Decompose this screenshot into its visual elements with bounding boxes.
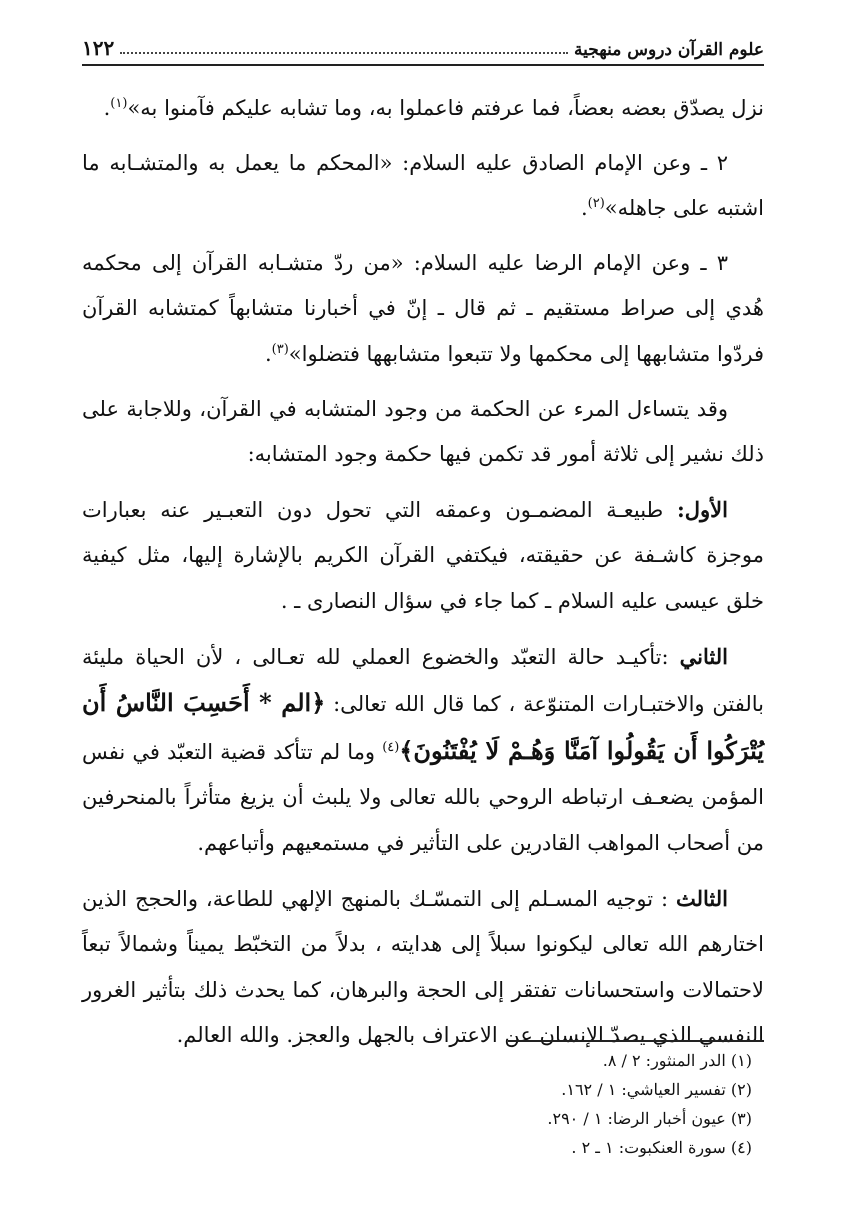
footnote-2: (٢) تفسير العياشي: ١ / ١٦٢. <box>561 1080 752 1099</box>
footnote-3: (٣) عيون أخبار الرضا: ١ / ٢٩٠. <box>547 1109 752 1128</box>
footnote-ref-1: (١) <box>110 96 128 111</box>
paragraph-1 <box>82 86 764 132</box>
header-dotted-leader <box>120 52 568 54</box>
body-text <box>82 86 764 1068</box>
footnote-4: (٤) سورة العنكبوت: ١ ـ ٢ . <box>571 1138 752 1157</box>
paragraph-6-text-b: وما لم تتأكد قضية التعبّد في نفس المؤمن يضعـف ارتباطه الروحي بالله تعالى ولا يلبث أن يزيغ متأثراً بالمنحرفين من أصحاب المواهب القادرين على التأثير في مستمعيهم وأتباعهم. <box>82 739 764 855</box>
point-two-label: الثاني <box>679 643 728 669</box>
book-title: علوم القرآن دروس منهجية <box>574 40 764 60</box>
paragraph-6 <box>82 634 764 867</box>
paragraph-4-text: وقد يتساءل المرء عن الحكمة من وجود المتشابه في القرآن، وللاجابة على ذلك نشير إلى ثلاثة أمور قد تكمن فيها حكمة وجود المتشابه: <box>82 396 764 467</box>
paragraph-2 <box>82 141 764 232</box>
paragraph-4 <box>82 387 764 478</box>
paragraph-2-end: . <box>580 196 588 221</box>
point-three-label: الثالث <box>676 885 728 911</box>
paragraph-5-text: طبيعـة المضمـون وعمقه التي تحول دون التعبـير عنه بعبارات موجزة كاشـفة عن حقيقته، فيكتفي القرآن الكريم بالإشارة إليها، مثل كيفية خلق عيسى عليه السلام ـ كما جاء في سؤال النصارى ـ . <box>82 497 764 613</box>
footnotes <box>300 1046 752 1162</box>
paragraph-7 <box>82 876 764 1059</box>
paragraph-3-end: . <box>264 341 272 366</box>
page-header <box>82 30 764 66</box>
paragraph-3 <box>82 241 764 378</box>
point-one-label: الأول: <box>677 496 728 522</box>
paragraph-6-text-a: :تأكيـد حالة التعبّد والخضوع العملي لله تعـالى ، لأن الحياة مليئة بالفتن والاختبـارات المتنوّعة ، كما قال الله تعالى: <box>82 644 764 717</box>
paragraph-3-text: ٣ ـ وعن الإمام الرضا عليه السلام: «من ردّ متشـابه القرآن إلى محكمه هُدي إلى صراط مستقيم ـ ثم قال ـ إنّ في أخبارنا متشابهاً كمتشابه القرآن فردّوا متشابهها إلى محكمها ولا تتبعوا متشابهها فتضلوا» <box>82 250 764 366</box>
footnote-ref-2: (٢) <box>587 196 605 212</box>
paragraph-5 <box>82 487 764 625</box>
paragraph-1-text: نزل يصدّق بعضه بعضاً، فما عرفتم فاعملوا به، وما تشابه عليكم فآمنوا به» <box>127 96 764 120</box>
footnote-ref-3: (٣) <box>271 341 289 357</box>
footnote-1: (١) الدر المنثور: ٢ / ٨. <box>602 1051 752 1070</box>
footnote-ref-4: (٤) <box>382 739 400 755</box>
quran-verse: ﴿الم * أَحَسِبَ النَّاسُ أَن يُتْرَكُوا أَن يَقُولُوا آمَنَّا وَهُـمْ لَا يُفْتَنُونَ﴾ <box>82 688 764 765</box>
footnote-divider <box>508 1040 764 1042</box>
page-number: ١٢٢ <box>82 36 115 60</box>
paragraph-1-end: . <box>103 96 111 120</box>
paragraph-7-text: : توجيه المسـلم إلى التمسّـك بالمنهج الإلهي للطاعة، والحجج الذين اختارهم الله تعالى ليكونوا سبلاً إلى هدايته ، بدلاً من التخبّط يميناً وشمالاً تبعاً لاحتمالات واستحسانات تفتقر إلى الحجة والبرهان، كما يحدث ذلك بتأثير الغرور النفسي الذي يصدّ الإنسان عن الاعتراف بالجهل والعجز. والله العالم. <box>82 886 764 1048</box>
paragraph-2-text: ٢ ـ وعن الإمام الصادق عليه السلام: «المحكم ما يعمل به والمتشـابه ما اشتبه على جاهله» <box>82 150 764 221</box>
